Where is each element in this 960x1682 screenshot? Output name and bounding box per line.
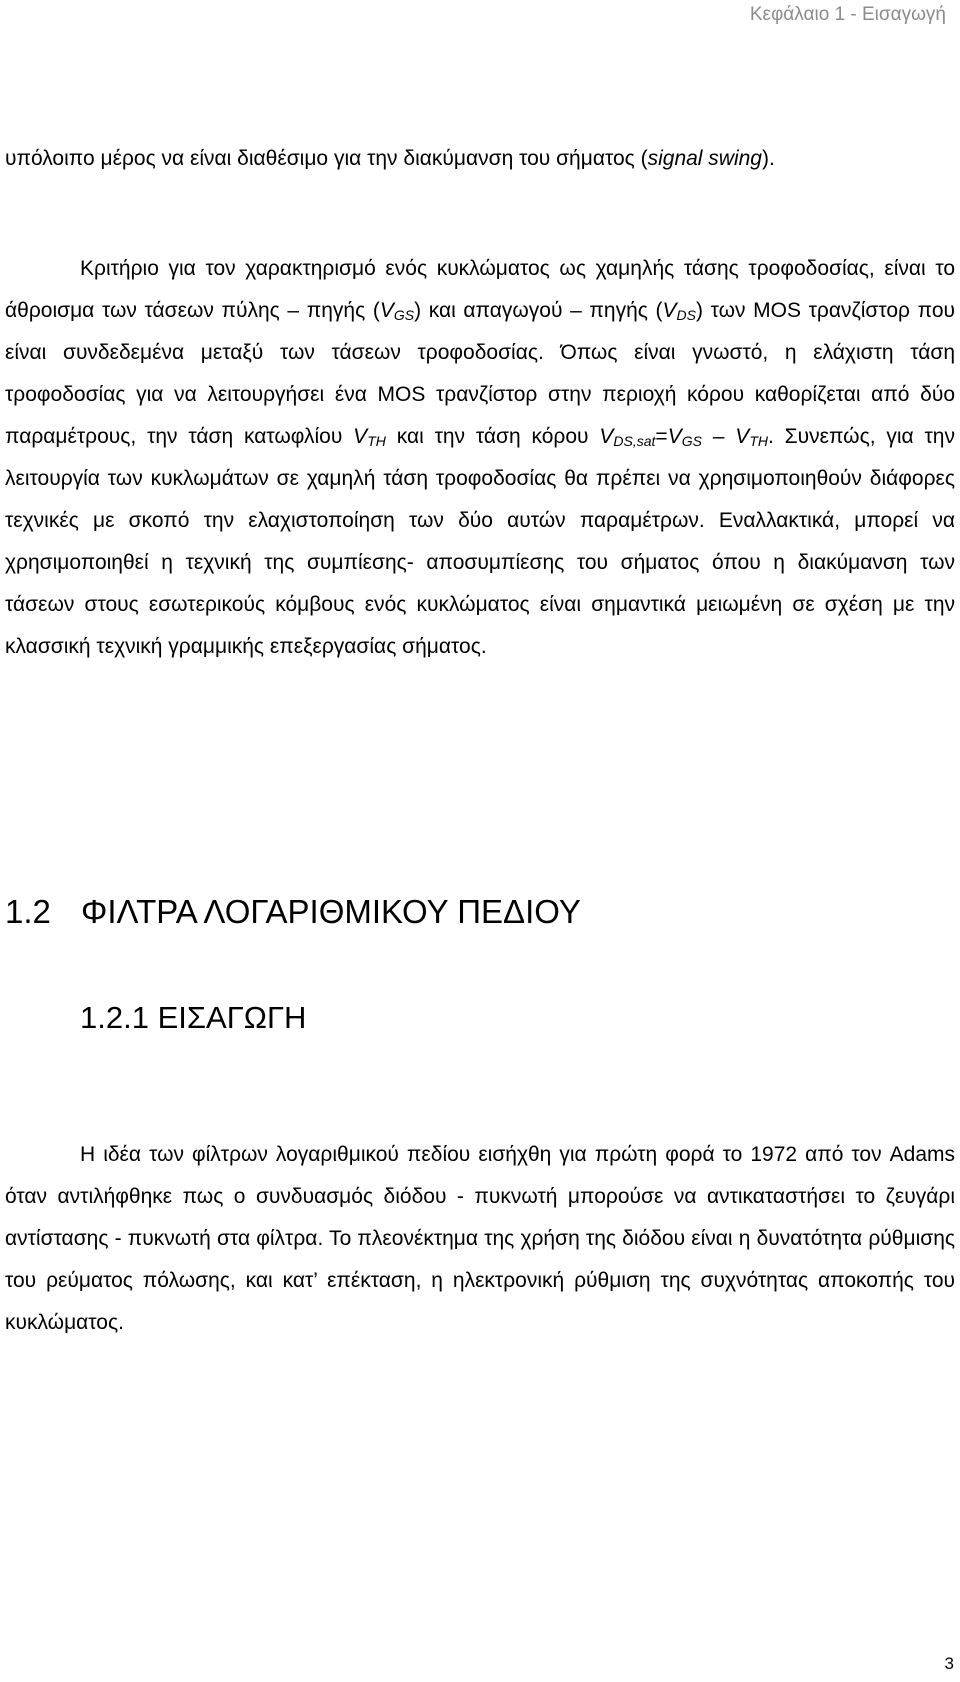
dash: – [701,425,736,448]
paragraph-text: ). [762,147,775,170]
paragraph-text: Κριτήριο για τον χαρακτηρισμό ενός κυκλώματος ως χαμηλής τάσης τροφοδοσίας, είναι το άθροισμα των τάσεων πύλης – πηγής ( [5,257,955,322]
subscript-th: TH [367,433,386,449]
section-number: 1.2 [5,893,51,930]
paragraph-low-voltage-criteria [5,248,955,668]
symbol-v: V [735,425,750,448]
symbol-v: V [379,299,394,322]
symbol-v: V [599,425,614,448]
paragraph-text: υπόλοιπο μέρος να είναι διαθέσιμο για την διακύμανση του σήματος ( [5,147,648,170]
section-heading [5,892,581,932]
section-title: ΦΙΛΤΡΑ ΛΟΓΑΡΙΘΜΙΚΟΥ ΠΕΔΙΟΥ [81,893,581,930]
paragraph-signal-swing [5,138,955,180]
running-header: Κεφάλαιο 1 - Εισαγωγή [749,4,946,25]
paragraph-text: και την τάση κόρου [385,425,600,448]
paragraph-text: ) και απαγωγού – πηγής ( [414,299,663,322]
symbol-v: V [667,425,682,448]
subscript-th: TH [749,433,768,449]
symbol-v: V [662,299,677,322]
subscript-ds: DS [676,307,696,323]
paragraph-text: ) των MOS τρανζίστορ που είναι συνδεδεμένα μεταξύ των τάσεων τροφοδοσίας. Όπως είναι γνωστό, η ελάχιστη τάση τροφοδοσίας για να λειτουργήσει ένα MOS τρανζίστορ στην περιοχή κόρου καθορίζεται από δύο παραμέτρους, την τάση κατωφλίου [5,299,955,448]
page-number: 3 [944,1654,954,1673]
paragraph-text: . Συνεπώς, για την λειτουργία των κυκλωμάτων σε χαμηλή τάση τροφοδοσίας θα πρέπει να χρησιμοποιηθούν διάφορες τεχνικές με σκοπό την ελαχιστοποίηση των δύο αυτών παραμέτρων. Εναλλακτικά, μπορεί να χρησιμοποιηθεί η τεχνική της συμπίεσης- αποσυμπίεσης του σήματος όπου η διακύμανση των τάσεων στους εσωτερικούς κόμβους ενός κυκλώματος είναι σημαντικά μειωμένη σε σχέση με την κλασσική τεχνική γραμμικής επεξεργασίας σήματος. [5,425,955,658]
equals-sign: = [655,425,668,448]
subsection-heading [80,998,306,1038]
subscript-gs: GS [393,307,415,323]
italic-term: signal swing [647,147,762,170]
subscript-dssat: DS,sat [613,433,656,449]
subscript-gs: GS [681,433,702,449]
paragraph-log-domain-intro: Η ιδέα των φίλτρων λογαριθμικού πεδίου εισήχθη για πρώτη φορά το 1972 από τον Adams όταν αντιλήφθηκε πως ο συνδυασμός διόδου - πυκνωτή μπορούσε να αντικαταστήσει το ζευγάρι αντίστασης - πυκνωτή στα φίλτρα. Το πλεονέκτημα της χρήση της διόδου είναι η δυνατότητα ρύθμισης του ρεύματος πόλωσης, και κατ’ επέκταση, η ηλεκτρονική ρύθμιση της συχνότητας αποκοπής του κυκλώματος. [5,1143,955,1334]
subsection-title: ΕΙΣΑΓΩΓΗ [157,1000,307,1035]
subsection-number: 1.2.1 [80,1000,149,1035]
symbol-v: V [353,425,368,448]
